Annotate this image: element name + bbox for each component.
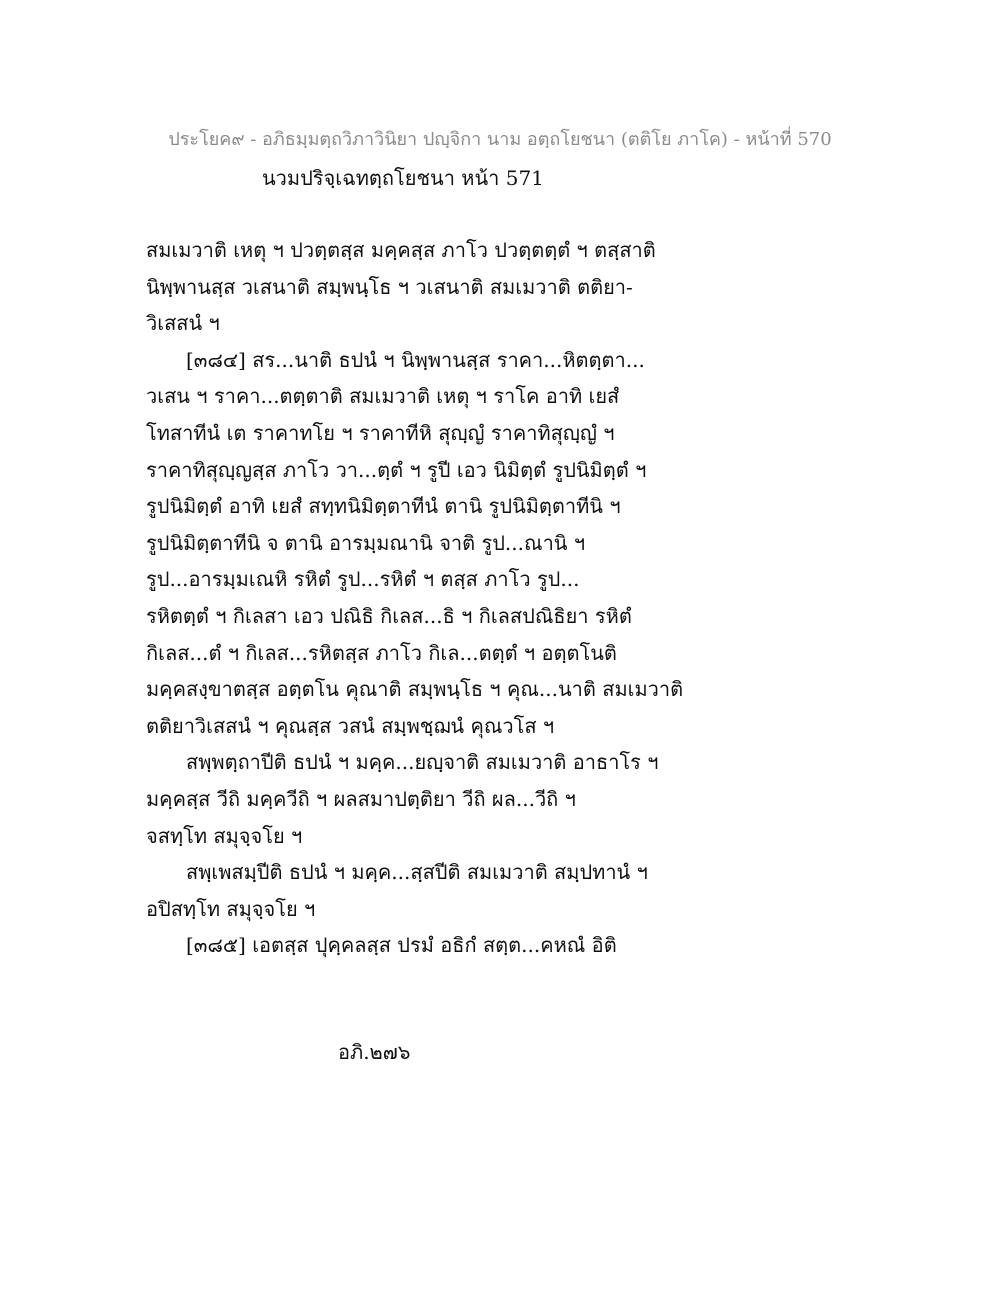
footer-reference: อภิ.๒๗๖ xyxy=(338,1040,411,1064)
text-line: ราคาทิสุญฺญสฺส ภาโว วา...ตฺตํ ฯ รูปี เอว นิมิตฺตํ รูปนิมิตฺตํ ฯ xyxy=(146,457,647,482)
text-line: มคฺคสฺส วีถิ มคฺควีถิ ฯ ผลสมาปตฺติยา วีถิ ผล...วีถิ ฯ xyxy=(146,786,576,811)
text-line: วเสน ฯ ราคา...ตตฺตาติ สมเมวาติ เหตุ ฯ ราโค อาทิ เยสํ xyxy=(146,384,620,409)
text-line: โทสาทีนํ เต ราคาทโย ฯ ราคาทีหิ สุญฺญํ ราคาทิสุญฺญํ ฯ xyxy=(146,420,615,445)
text-line: กิเลส...ตํ ฯ กิเลส...รหิตสฺส ภาโว กิเล...ตตฺตํ ฯ อตฺตโนติ xyxy=(146,640,617,665)
text-line: อปิสทฺโท สมุจฺจโย ฯ xyxy=(146,896,316,921)
text-line: รหิตตฺตํ ฯ กิเลสา เอว ปณิธิ กิเลส...ธิ ฯ กิเลสปณิธิยา รหิตํ xyxy=(146,603,632,628)
running-header: ประโยค๙ - อภิธมฺมตฺถวิภาวินิยา ปญฺจิกา นาม อตฺถโยชนา (ตติโย ภาโค) - หน้าที่ 570 xyxy=(168,129,832,150)
text-line: สมเมวาติ เหตุ ฯ ปวตฺตสฺส มคฺคสฺส ภาโว ปวตฺตตฺตํ ฯ ตสฺสาติ xyxy=(146,238,656,262)
text-line: วิเสสนํ ฯ xyxy=(146,311,220,336)
text-line: รูปนิมิตฺตาทีนิ จ ตานิ อารมฺมณานิ จาติ รูป...ณานิ ฯ xyxy=(146,530,586,555)
chapter-heading: นวมปริจฺเฉทตฺถโยชนา หน้า 571 xyxy=(262,166,544,190)
text-line: รูป...อารมฺมเณหิ รหิตํ รูป...รหิตํ ฯ ตสฺส ภาโว รูป... xyxy=(146,567,580,592)
text-line: จสทฺโท สมุจฺจโย ฯ xyxy=(146,823,303,848)
text-line: มคฺคสงฺขาตสฺส อตฺตโน คุณาติ สมฺพนฺโธ ฯ คุณ...นาติ สมเมวาติ xyxy=(146,677,684,702)
text-line: รูปนิมิตฺตํ อาทิ เยสํ สทฺทนิมิตฺตาทีนํ ตานิ รูปนิมิตฺตาทีนิ ฯ xyxy=(146,494,621,519)
text-line: สพฺเพสมฺปีติ ธปนํ ฯ มคฺค...สฺสปีติ สมเมวาติ สมฺปทานํ ฯ xyxy=(186,860,648,885)
text-line: สพฺพตฺถาปีติ ธปนํ ฯ มคฺค...ยญฺจาติ สมเมวาติ อาธาโร ฯ xyxy=(186,750,659,775)
text-line: [๓๘๔] สร...นาติ ธปนํ ฯ นิพฺพานสฺส ราคา...หิตตฺตา... xyxy=(186,347,645,372)
text-line: ตติยาวิเสสนํ ฯ คุณสฺส วสนํ สมฺพชฺฌนํ คุณวโส ฯ xyxy=(146,713,555,738)
text-line: นิพฺพานสฺส วเสนาติ สมฺพนฺโธ ฯ วเสนาติ สมเมวาติ ตติยา- xyxy=(146,274,633,299)
body-text xyxy=(146,232,686,964)
text-line: [๓๘๕] เอตสฺส ปุคฺคลสฺส ปรมํ อธิกํ สตฺต...คหณํ อิติ xyxy=(186,933,617,958)
